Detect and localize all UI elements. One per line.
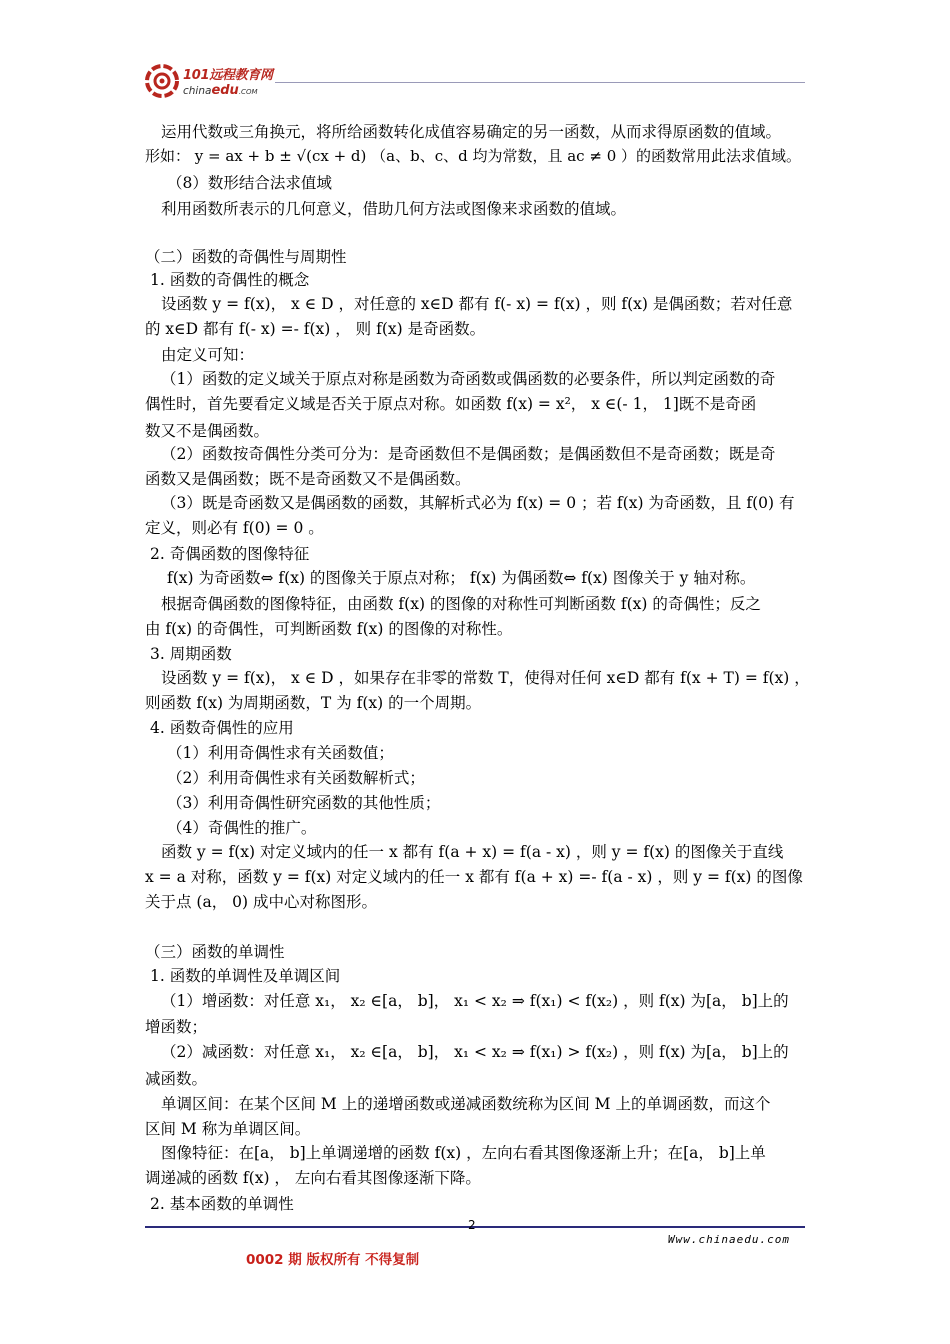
footer-url: Www.chinaedu.com [668, 1233, 790, 1246]
logo-title: 101远程教育网 [183, 68, 273, 83]
subsection-heading: 2. 奇偶函数的图像特征 [150, 545, 310, 563]
paragraph-line: （2）减函数：对任意 x₁， x₂ ∈[a， b]， x₁ < x₂ ⇒ f(x₁) > f(x₂) ，则 f(x) 为[a， b]上的 [161, 1043, 789, 1061]
paragraph-line: 偶性时，首先要看定义域是否关于原点对称。如函数 f(x) = x²， x ∈(- 1， 1]既不是奇函 [145, 395, 757, 413]
paragraph-line: 调递减的函数 f(x) ， 左向右看其图像逐渐下降。 [145, 1169, 481, 1187]
section-heading: （8）数形结合法求值域 [167, 174, 332, 192]
paragraph-line: （2）函数按奇偶性分类可分为：是奇函数但不是偶函数；是偶函数但不是奇函数；既是奇 [161, 445, 776, 463]
paragraph-line: 数又不是偶函数。 [145, 422, 270, 440]
paragraph-line: 设函数 y = f(x)， x ∈ D ，如果存在非零的常数 T，使得对任何 x∈D 都有 f(x + T) = f(x) ， [161, 669, 810, 687]
paragraph-line: 减函数。 [145, 1070, 208, 1088]
paragraph-line: 则函数 f(x) 为周期函数，T 为 f(x) 的一个周期。 [145, 694, 482, 712]
paragraph-line: 函数 y = f(x) 对定义域内的任一 x 都有 f(a + x) = f(a - x) ，则 y = f(x) 的图像关于直线 [161, 843, 784, 861]
footer-copyright: 0002 期 版权所有 不得复制 [246, 1252, 420, 1268]
paragraph-line: 增函数； [145, 1018, 208, 1036]
paragraph-line: 关于点 (a， 0) 成中心对称图形。 [145, 893, 377, 911]
paragraph-line: 运用代数或三角换元，将所给函数转化成值容易确定的另一函数，从而求得原函数的值域。 [161, 123, 782, 141]
paragraph-line: （1）增函数：对任意 x₁， x₂ ∈[a， b]， x₁ < x₂ ⇒ f(x₁) < f(x₂) ，则 f(x) 为[a， b]上的 [161, 992, 789, 1010]
paragraph-line: （1）函数的定义域关于原点对称是函数为奇函数或偶函数的必要条件，所以判定函数的奇 [161, 370, 776, 388]
paragraph-line: 利用函数所表示的几何意义，借助几何方法或图像来求函数的值域。 [161, 200, 627, 218]
list-item: （2）利用奇偶性求有关函数解析式； [167, 769, 425, 787]
header-rule [275, 82, 805, 83]
subsection-heading: 1. 函数的单调性及单调区间 [150, 967, 341, 985]
paragraph-line: 单调区间：在某个区间 M 上的递增函数或递减函数统称为区间 M 上的单调函数，而这个 [161, 1095, 771, 1113]
logo-edu: edu [211, 83, 239, 98]
logo-emblem-icon [145, 64, 179, 98]
section-heading: （三）函数的单调性 [145, 943, 285, 961]
subsection-heading: 3. 周期函数 [150, 645, 232, 663]
header [145, 62, 810, 102]
page-number: 2 [468, 1218, 476, 1232]
logo-suffix: .COM [238, 88, 258, 96]
paragraph-line: 根据奇偶函数的图像特征，由函数 f(x) 的图像的对称性可判断函数 f(x) 的奇偶性；反之 [161, 595, 761, 613]
subsection-heading: 4. 函数奇偶性的应用 [150, 719, 294, 737]
paragraph-line: 由定义可知： [161, 346, 255, 364]
paragraph-line: 图像特征：在[a， b]上单调递增的函数 f(x) ，左向右看其图像逐渐上升；在[a， b]上单 [161, 1144, 766, 1162]
paragraph-line: 区间 M 称为单调区间。 [145, 1120, 311, 1138]
paragraph-line: （3）既是奇函数又是偶函数的函数，其解析式必为 f(x) = 0 ；若 f(x) 为奇函数，且 f(0) 有 [161, 494, 795, 512]
paragraph-line: 由 f(x) 的奇偶性，可判断函数 f(x) 的图像的对称性。 [145, 620, 513, 638]
paragraph-line: 函数又是偶函数；既不是奇函数又不是偶函数。 [145, 470, 471, 488]
paragraph-line: 的 x∈D 都有 f(- x) =- f(x) ， 则 f(x) 是奇函数。 [145, 320, 486, 338]
section-heading: （二）函数的奇偶性与周期性 [145, 248, 347, 266]
list-item: （4）奇偶性的推广。 [167, 819, 317, 837]
paragraph-line: 形如： y = ax + b ± √(cx + d) （a、b、c、d 均为常数，且 ac ≠ 0 ）的函数常用此法求值域。 [145, 147, 802, 165]
subsection-heading: 2. 基本函数的单调性 [150, 1195, 294, 1213]
paragraph-line: 定义，则必有 f(0) = 0 。 [145, 519, 324, 537]
list-item: （3）利用奇偶性研究函数的其他性质； [167, 794, 441, 812]
subsection-heading: 1. 函数的奇偶性的概念 [150, 271, 310, 289]
paragraph-line: f(x) 为奇函数⇔ f(x) 的图像关于原点对称； f(x) 为偶函数⇔ f(x) 图像关于 y 轴对称。 [167, 569, 756, 587]
paragraph-line: 设函数 y = f(x)， x ∈ D ，对任意的 x∈D 都有 f(- x) = f(x) ，则 f(x) 是偶函数；若对任意 [161, 295, 793, 313]
list-item: （1）利用奇偶性求有关函数值； [167, 744, 394, 762]
logo-prefix: china [183, 85, 212, 97]
paragraph-line: x = a 对称，函数 y = f(x) 对定义域内的任一 x 都有 f(a + x) =- f(a - x) ，则 y = f(x) 的图像 [145, 868, 803, 886]
logo-subtitle [183, 83, 258, 98]
